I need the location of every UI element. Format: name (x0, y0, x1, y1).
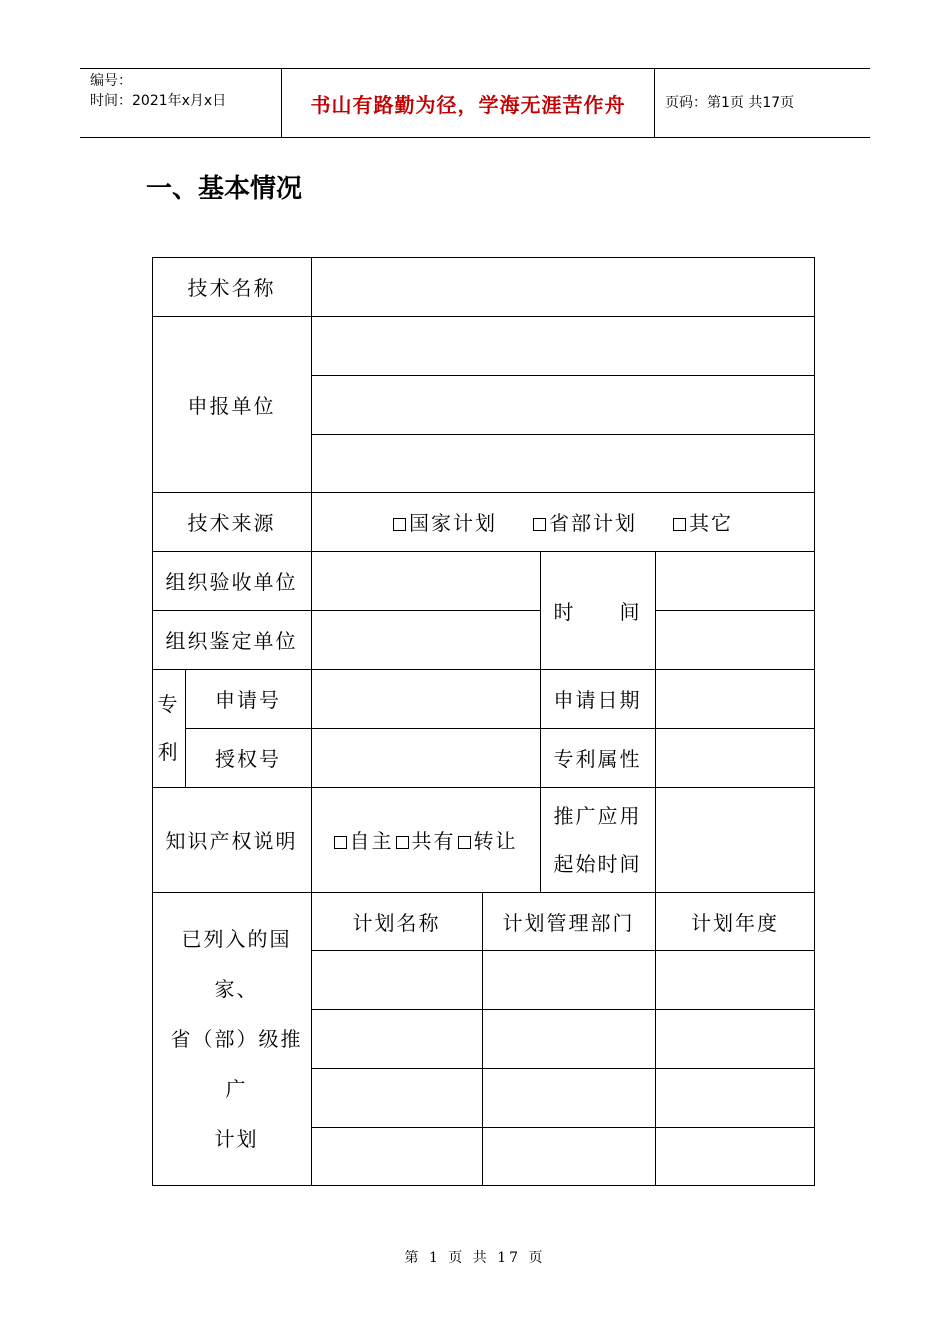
page-footer: 第 1 页 共 17 页 (404, 1250, 546, 1266)
option-transferred[interactable] (458, 825, 518, 854)
option-national-plan[interactable] (393, 507, 497, 536)
acceptance-org-label: 组织验收单位 (165, 570, 298, 594)
promo-start-line: 起始时间 (553, 851, 642, 876)
row-line (311, 1068, 815, 1069)
row-line (311, 375, 815, 376)
tech-source-label: 技术来源 (187, 511, 276, 535)
checkbox-icon[interactable] (673, 518, 686, 531)
option-label: 自主 (349, 829, 394, 853)
section-title: 一、基本情况 (146, 174, 303, 204)
plans-label-line: 省（部）级推广 (170, 1027, 303, 1101)
checkbox-icon[interactable] (393, 518, 406, 531)
plans-label (162, 892, 311, 1186)
option-self-owned[interactable] (334, 825, 394, 854)
promo-start-line: 推广应用 (553, 803, 642, 828)
row-line (311, 1009, 815, 1010)
tech-name-label: 技术名称 (187, 276, 276, 300)
option-label: 共有 (411, 829, 456, 853)
label-column-divider (311, 257, 312, 1186)
header-motto-cell (282, 69, 655, 137)
patent-label (152, 669, 185, 787)
basic-info-form (152, 257, 815, 1186)
tech-source-options (311, 492, 815, 551)
option-other[interactable] (673, 507, 733, 536)
header-meta-cell (80, 69, 282, 137)
option-label: 转让 (473, 829, 518, 853)
page-info: 页码：第1页 共17页 (665, 95, 795, 111)
applicant-label: 申报单位 (187, 393, 276, 418)
plans-col-year: 计划年度 (691, 910, 779, 935)
checkbox-icon[interactable] (458, 836, 471, 849)
row-line (311, 1127, 815, 1128)
option-label: 国家计划 (409, 511, 497, 535)
option-co-owned[interactable] (396, 825, 456, 854)
promo-start-label (540, 787, 655, 892)
appraisal-org-label: 组织鉴定单位 (165, 629, 298, 653)
time-label: 时 间 (553, 599, 642, 624)
patent-attr-label: 专利属性 (553, 747, 642, 771)
checkbox-icon[interactable] (396, 836, 409, 849)
patent-char: 专 (157, 692, 180, 716)
plans-col-dept: 计划管理部门 (502, 910, 635, 935)
right-column-divider (655, 551, 656, 892)
grant-no-label: 授权号 (215, 747, 281, 771)
plans-label-line: 计划 (214, 1127, 259, 1151)
option-provincial-plan[interactable] (533, 507, 637, 536)
header-page-cell (655, 69, 880, 137)
row-line (311, 434, 815, 435)
number-label: 编号： (90, 73, 132, 89)
ip-options (311, 787, 540, 892)
motto-text: 书山有路勤为径，学海无涯苦作舟 (310, 92, 626, 117)
row-line (655, 610, 815, 611)
plans-col-name: 计划名称 (352, 910, 441, 935)
option-label: 省部计划 (549, 511, 637, 535)
checkbox-icon[interactable] (533, 518, 546, 531)
application-no-label: 申请号 (215, 688, 281, 712)
border-right (814, 257, 815, 1186)
document-header (80, 68, 870, 138)
date-label: 时间：2021年x月x日 (90, 93, 227, 109)
row-line (311, 950, 815, 951)
plans-label-line: 已列入的国家、 (181, 927, 292, 1001)
patent-char: 利 (157, 740, 180, 764)
option-label: 其它 (689, 511, 733, 535)
application-date-label: 申请日期 (553, 688, 642, 712)
ip-label: 知识产权说明 (165, 829, 298, 853)
checkbox-icon[interactable] (334, 836, 347, 849)
